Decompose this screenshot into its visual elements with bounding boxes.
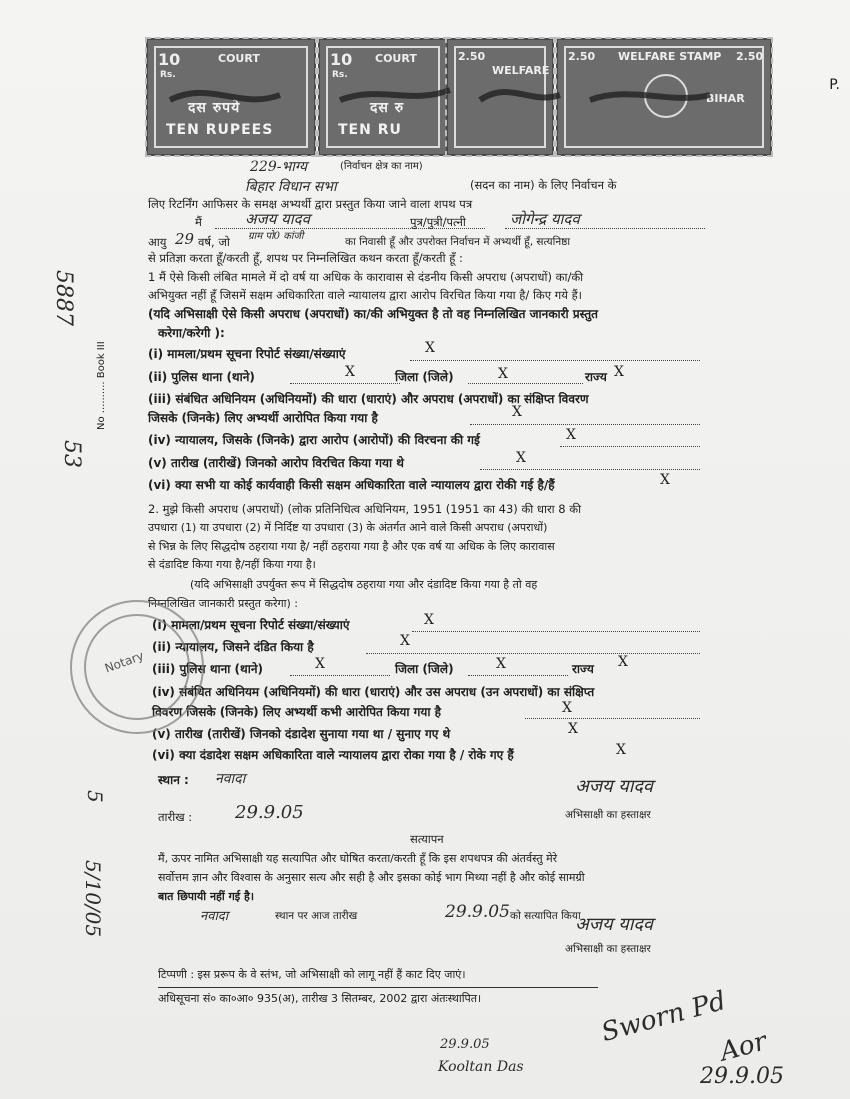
l2-stayed: (vi) क्या दंडादेश सक्षम अधिकारिता वाले न्यायालय द्वारा रोका गया है / रोके गए हैं (152, 748, 514, 762)
l1-date: (v) तारीख (तारीखें) जिनको आरोप विरचित किया गया थे (148, 456, 404, 470)
age-value: 29 (175, 230, 195, 248)
l2-date: (v) तारीख (तारीखें) जिनको दंडादेश सुनाया गया था / सुनाए गए थे (152, 727, 451, 741)
note: टिप्पणी : इस प्ररूप के वे स्तंभ, जो अभिसाक्षी को लागू नहीं हैं काट दिए जाएं। (158, 968, 466, 981)
l1-case-number: (i) मामला/प्रथम सूचना रिपोर्ट संख्या/संख्याएं (148, 347, 346, 361)
l2-court: (ii) न्यायालय, जिसने दंडित किया है (152, 640, 314, 654)
stamp-cancellation-scribble (150, 60, 770, 150)
court-fee-stamp-1: 10 Rs. COURT दस रुपये TEN RUPEES (146, 38, 316, 156)
l1-stayed: (vi) क्या सभी या कोई कार्यवाही किसी सक्षम अधिकारिता वाले न्यायालय द्वारा रोकी गई है/हैं (148, 478, 555, 492)
address-handwritten: ग्राम पो0 कांजी (248, 231, 304, 242)
date-value: 29.9.05 (235, 802, 304, 823)
father-name: जोगेन्द्र यादव (510, 210, 580, 228)
house-label: (सदन का नाम) के लिए निर्वाचन के (470, 178, 617, 192)
constituency-label: (निर्वाचन क्षेत्र का नाम) (340, 161, 423, 172)
deponent-name: अजय यादव (245, 210, 310, 228)
place-value: नवादा (215, 771, 246, 787)
corner-mark: P. (829, 77, 840, 93)
house-handwritten: बिहार विधान सभा (245, 179, 337, 195)
welfare-stamp-2: 2.50 2.50 WELFARE STAMP BIHAR (556, 38, 772, 156)
l2-case-number: (i) मामला/प्रथम सूचना रिपोर्ट संख्या/संख्याएं (152, 618, 350, 632)
welfare-stamp-1: 2.50 WELFARE (446, 38, 554, 156)
l2-police-station: (iii) पुलिस थाना (थाने) (152, 662, 263, 676)
verification-title: सत्यापन (410, 832, 444, 846)
deponent-signature-1: अजय यादव (575, 776, 653, 797)
affidavit-page: 10 Rs. COURT दस रुपये TEN RUPEES 10 Rs. COURT दस रु TEN RU 2.50 WELFARE 2.50 2.50 WELFARE STAMP BIHAR P. 229-भाग्य (निर्वाचन क्षेत्र का नाम) बिहार विधान सभा (सदन का नाम) के लिए निर्वाचन के लिए रिटर्निंग आफिसर के समक्ष अभ्यर्थी द्वारा प्रस्तुत किया जाने वाला शपथ पत्र मैं अजय यादव पुत्र/पुत्री/पत्नी जोगेन्द्र यादव आयु 29 वर्ष, जो ग्राम पो0 कांजी का निवासी हूँ और उपरोक्त निर्वाचन में अभ्यर्थी हूँ, सत्यनिष्ठा से प्रतिज्ञा करता हूँ/करती हूँ, शपथ पर निम्नलिखित कथन करता हूँ/करती हूँ : 1 मैं ऐसे किसी लंबित मामले में दो वर्ष या अधिक के कारावास से दंडनीय किसी अपराध (अपराधों) का/की अभियुक्त नहीं हूँ जिसमें सक्षम अधिकारिता वाले न्यायालय द्वारा आरोप विरचित किया गया है/ किए गये हैं। (यदि अभिसाक्षी ऐसे किसी अपराध (अपराधों) का/की अभियुक्त है तो वह निम्नलिखित जानकारी प्रस्तुत करेगा/करेगी ): (i) मामला/प्रथम सूचना रिपोर्ट संख्या/संख्याएं X (ii) पुलिस थाना (थाने) X जिला (जिले) X राज्य X (iii) संबंधित अधिनियम (अधिनियमों) की धारा (धाराएं) और अपराध (अपराधों) का संक्षिप्त विवरण जिसके (जिनके) लिए अभ्यर्थी आरोपित किया गया है X (iv) न्यायालय, जिसके (जिनके) द्वारा आरोप (आरोपों) की विरचना की गई X (v) तारीख (तारीखें) जिनको आरोप विरचित किया गया थे X (vi) क्या सभी या कोई कार्यवाही किसी सक्षम अधिकारिता वाले न्यायालय द्वारा रोकी गई है/हैं X 2. मुझे किसी अपराध (अपराधों) (लोक प्रतिनिधित्व अधिनियम, 1951 (1951 का 43) की धारा 8 की उपधारा (1) या उपधारा (2) में निर्दिष्ट या उपधारा (3) के अंतर्गत आने वाले किसी अपराध (अपराधों) से भिन्न के लिए सिद्धदोष ठहराया गया है/ नहीं ठहराया गया है और एक वर्ष या अधिक के लिए कारावास से दंडादिष्ट किया गया है/नहीं किया गया है। (यदि अभिसाक्षी उपर्युक्त रूप में सिद्धदोष ठहराया गया और दंडादिष्ट किया गया है तो वह निम्नलिखित जानकारी प्रस्तुत करेगा) : (i) मामला/प्रथम सूचना रिपोर्ट संख्या/संख्याएं X (ii) न्यायालय, जिसने दंडित किया है X (iii) पुलिस थाना (थाने) X जिला (जिले) X राज्य X (iv) संबंधित अधिनियम (अधिनियमों) की धारा (धाराएं) और उस अपराध (उन अपराधों) का संक्षिप्त विवरण जिसके (जिनके) लिए अभ्यर्थी कभी आरोपित किया गया है X (v) तारीख (तारीखें) जिनको दंडादेश सुनाया गया था / सुनाए गए थे X (vi) क्या दंडादेश सक्षम अधिकारिता वाले न्यायालय द्वारा रोका गया है / रोके गए हैं X स्थान : नवादा तारीख : 29.9.05 अजय यादव अभिसाक्षी का हस्ताक्षर सत्यापन मैं, ऊपर नामित अभिसाक्षी यह सत्यापित और घोषित करता/करती हूँ कि इस शपथपत्र की अंतर्वस्तु मेरे सर्वोत्तम ज्ञान और विश्वास के अनुसार सत्य और सही है और इसका कोई भाग मिथ्या नहीं है और कोई सामग्री बात छिपायी नहीं गई है। नवादा स्थान पर आज तारीख 29.9.05 को सत्यापित किया अजय यादव अभिसाक्षी का हस्ताक्षर टिप्पणी : इस प्ररूप के वे स्तंभ, जो अभिसाक्षी को लागू नहीं हैं काट दिए जाएं। अधिसूचना सं० का०आ० 935(अ), तारीख 3 सितम्बर, 2002 द्वारा अंतःस्थापित। Notary 5887 No .......... Book III 53 5 5/10/05 29.9.05 Kooltan Das Sworn Pd Aor 29.9.05 (0, 0, 850, 1099)
notification: अधिसूचना सं० का०आ० 935(अ), तारीख 3 सितम्बर, 2002 द्वारा अंतःस्थापित। (158, 992, 482, 1005)
deponent-signature-2: अजय यादव (575, 914, 653, 935)
l2-act-section: (iv) संबंधित अधिनियम (अधिनियमों) की धारा (धाराएं) और उस अपराध (उन अपराधों) का संक्षिप्त (152, 685, 595, 699)
l1-court: (iv) न्यायालय, जिसके (जिनके) द्वारा आरोप (आरोपों) की विरचना की गई (148, 433, 480, 447)
intro-line: लिए रिटर्निंग आफिसर के समक्ष अभ्यर्थी द्वारा प्रस्तुत किया जाने वाला शपथ पत्र (148, 197, 473, 211)
l1-police-station: (ii) पुलिस थाना (थाने) (148, 370, 255, 384)
divider (158, 987, 598, 988)
court-fee-stamp-2: 10 Rs. COURT दस रु TEN RU (318, 38, 448, 156)
l1-act-section: (iii) संबंधित अधिनियम (अधिनियमों) की धारा (धाराएं) और अपराध (अपराधों) का संक्षिप्त विवरण (148, 392, 589, 406)
oath-line: से प्रतिज्ञा करता हूँ/करती हूँ, शपथ पर निम्नलिखित कथन करता हूँ/करती हूँ : (148, 251, 463, 265)
constituency-handwritten: 229-भाग्य (250, 159, 307, 175)
